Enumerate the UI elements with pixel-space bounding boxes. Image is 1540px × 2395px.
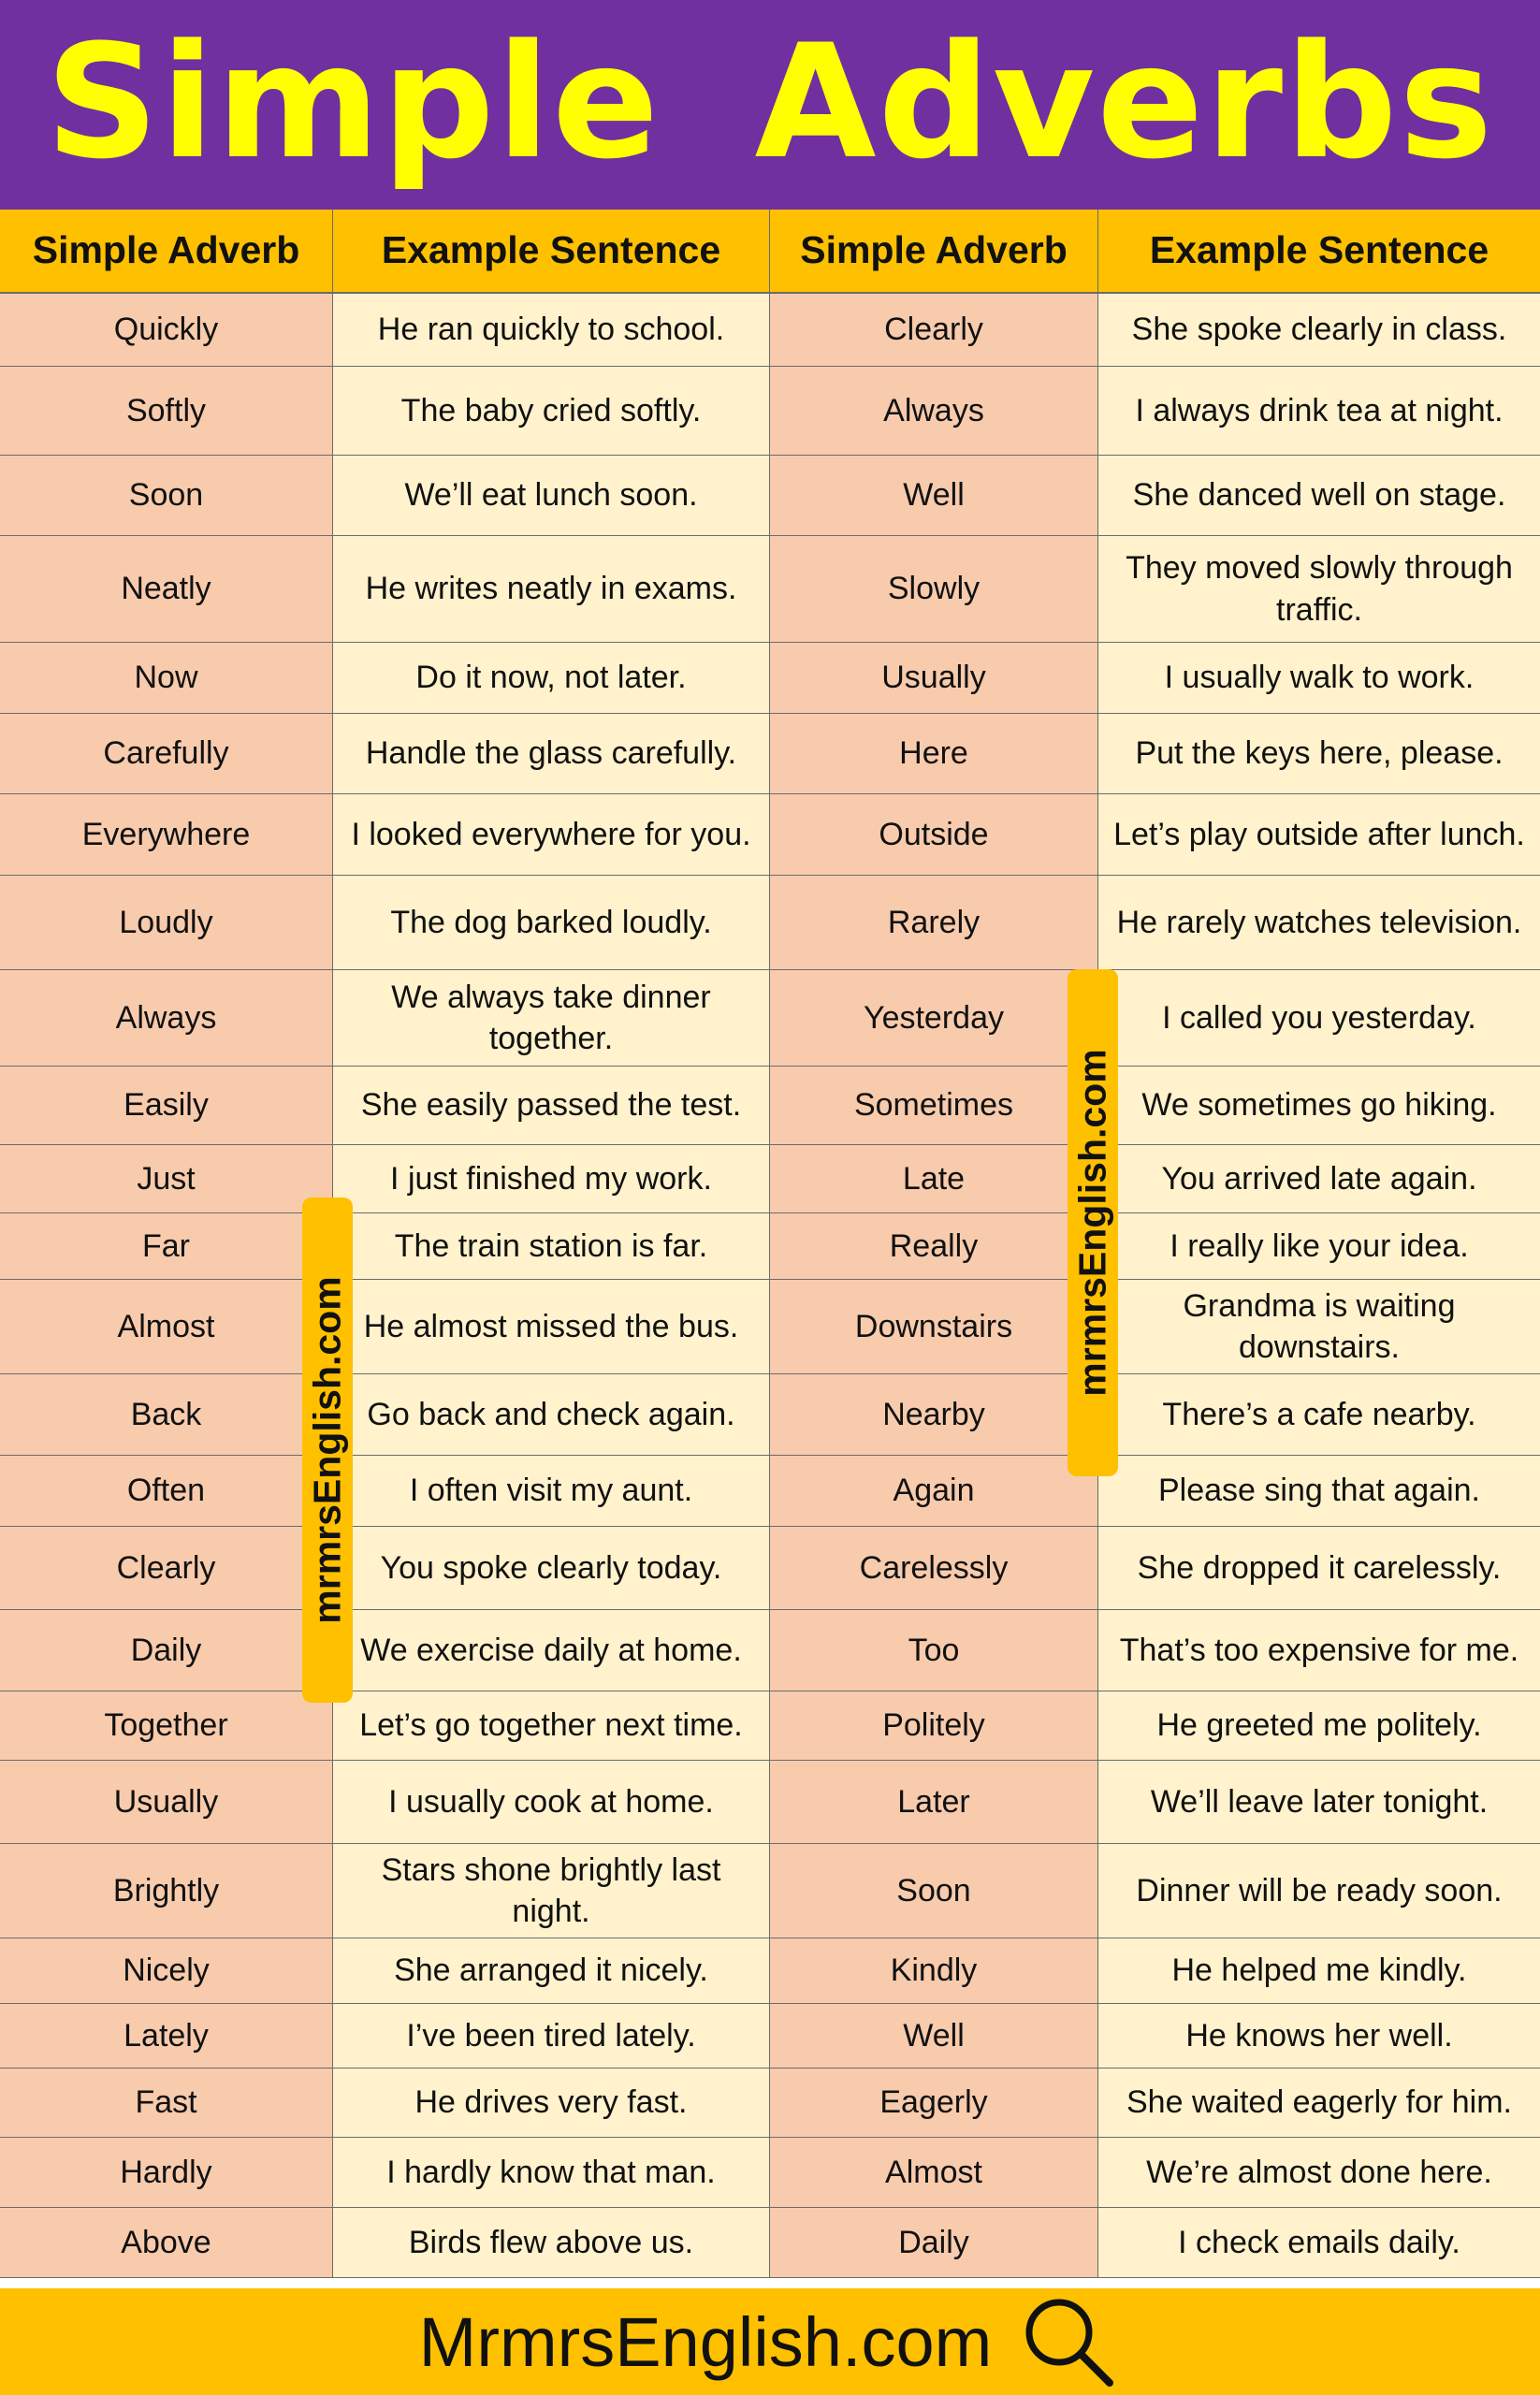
table-row: [0, 2068, 1540, 2138]
adverbs-table: [0, 210, 1540, 2288]
header-example-sentence-left: Example Sentence: [333, 210, 770, 292]
example-cell: You spoke clearly today.: [333, 1527, 770, 1609]
adverb-cell: Always: [770, 367, 1098, 455]
table-row: [0, 536, 1540, 643]
example-cell: I often visit my aunt.: [333, 1456, 770, 1526]
example-cell: Grandma is waiting downstairs.: [1098, 1280, 1540, 1373]
example-cell: He ran quickly to school.: [333, 294, 770, 366]
example-cell: Birds flew above us.: [333, 2208, 770, 2277]
adverb-cell: Slowly: [770, 536, 1098, 642]
adverb-cell: Again: [770, 1456, 1098, 1526]
example-cell: She dropped it carelessly.: [1098, 1527, 1540, 1609]
adverb-cell: Almost: [0, 1280, 333, 1373]
header-simple-adverb-left: Simple Adverb: [0, 210, 333, 292]
adverb-cell: Outside: [770, 794, 1098, 875]
example-cell: You arrived late again.: [1098, 1145, 1540, 1212]
adverb-cell: Daily: [770, 2208, 1098, 2277]
example-cell: There’s a cafe nearby.: [1098, 1374, 1540, 1455]
example-cell: She danced well on stage.: [1098, 456, 1540, 535]
footer-site-link[interactable]: MrmrsEnglish.com: [418, 2302, 993, 2381]
adverb-cell: Clearly: [0, 1527, 333, 1609]
adverb-cell: Loudly: [0, 876, 333, 969]
table-row: [0, 1456, 1540, 1527]
example-cell: I really like your idea.: [1098, 1213, 1540, 1279]
example-cell: Please sing that again.: [1098, 1456, 1540, 1526]
adverb-cell: Well: [770, 456, 1098, 535]
adverb-cell: Nearby: [770, 1374, 1098, 1455]
adverb-cell: Carefully: [0, 714, 333, 793]
adverb-cell: Everywhere: [0, 794, 333, 875]
adverb-cell: Neatly: [0, 536, 333, 642]
watermark-text: mrmrsEnglish.com: [305, 1276, 349, 1624]
watermark-left: [302, 1198, 353, 1703]
header-example-sentence-right: Example Sentence: [1098, 210, 1540, 292]
example-cell: Put the keys here, please.: [1098, 714, 1540, 793]
example-cell: He almost missed the bus.: [333, 1280, 770, 1373]
table-row: [0, 456, 1540, 536]
adverb-cell: Downstairs: [770, 1280, 1098, 1373]
example-cell: Let’s go together next time.: [333, 1691, 770, 1760]
adverb-cell: Carelessly: [770, 1527, 1098, 1609]
adverb-cell: Far: [0, 1213, 333, 1279]
table-row: [0, 1374, 1540, 1456]
table-row: [0, 1610, 1540, 1691]
example-cell: Do it now, not later.: [333, 643, 770, 713]
adverb-cell: Always: [0, 970, 333, 1066]
watermark-text: mrmrsEnglish.com: [1070, 1049, 1114, 1397]
example-cell: He drives very fast.: [333, 2068, 770, 2137]
example-cell: I’ve been tired lately.: [333, 2004, 770, 2068]
table-row: [0, 876, 1540, 970]
adverb-cell: Late: [770, 1145, 1098, 1212]
example-cell: We’ll eat lunch soon.: [333, 456, 770, 535]
example-cell: She spoke clearly in class.: [1098, 294, 1540, 366]
example-cell: I called you yesterday.: [1098, 970, 1540, 1066]
example-cell: She easily passed the test.: [333, 1067, 770, 1144]
example-cell: I hardly know that man.: [333, 2138, 770, 2207]
adverb-cell: Really: [770, 1213, 1098, 1279]
adverb-cell: Too: [770, 1610, 1098, 1691]
title-banner: [0, 0, 1540, 210]
example-cell: I just finished my work.: [333, 1145, 770, 1212]
example-cell: Stars shone brightly last night.: [333, 1844, 770, 1938]
adverb-cell: Now: [0, 643, 333, 713]
example-cell: We’re almost done here.: [1098, 2138, 1540, 2207]
adverb-cell: Easily: [0, 1067, 333, 1144]
adverb-cell: Brightly: [0, 1844, 333, 1938]
adverb-cell: Later: [770, 1761, 1098, 1843]
example-cell: Handle the glass carefully.: [333, 714, 770, 793]
table-row: [0, 2208, 1540, 2278]
watermark-right: [1068, 969, 1118, 1476]
example-cell: We’ll leave later tonight.: [1098, 1761, 1540, 1843]
adverb-cell: Almost: [770, 2138, 1098, 2207]
example-cell: They moved slowly through traffic.: [1098, 536, 1540, 642]
table-row: [0, 1067, 1540, 1145]
example-cell: She waited eagerly for him.: [1098, 2068, 1540, 2137]
adverb-cell: Clearly: [770, 294, 1098, 366]
adverb-cell: Usually: [0, 1761, 333, 1843]
example-cell: He rarely watches television.: [1098, 876, 1540, 969]
page-title: Simple Adverbs: [45, 10, 1495, 194]
table-row: [0, 1145, 1540, 1213]
adverb-cell: Well: [770, 2004, 1098, 2068]
table-row: [0, 2138, 1540, 2208]
adverb-cell: Nicely: [0, 1938, 333, 2003]
adverb-cell: Hardly: [0, 2138, 333, 2207]
example-cell: I check emails daily.: [1098, 2208, 1540, 2277]
example-cell: He helped me kindly.: [1098, 1938, 1540, 2003]
adverb-cell: Rarely: [770, 876, 1098, 969]
adverb-cell: Kindly: [770, 1938, 1098, 2003]
example-cell: That’s too expensive for me.: [1098, 1610, 1540, 1691]
example-cell: He knows her well.: [1098, 2004, 1540, 2068]
example-cell: I looked everywhere for you.: [333, 794, 770, 875]
adverb-cell: Eagerly: [770, 2068, 1098, 2137]
example-cell: The dog barked loudly.: [333, 876, 770, 969]
adverb-cell: Above: [0, 2208, 333, 2277]
adverb-cell: Soon: [770, 1844, 1098, 1938]
table-row: [0, 1527, 1540, 1610]
example-cell: He greeted me politely.: [1098, 1691, 1540, 1760]
table-row: [0, 970, 1540, 1067]
table-row: [0, 1938, 1540, 2004]
adverb-cell: Yesterday: [770, 970, 1098, 1066]
table-row: [0, 1213, 1540, 1280]
example-cell: I usually cook at home.: [333, 1761, 770, 1843]
example-cell: We sometimes go hiking.: [1098, 1067, 1540, 1144]
adverb-cell: Daily: [0, 1610, 333, 1691]
search-icon: [1018, 2295, 1121, 2388]
table-row: [0, 794, 1540, 876]
adverb-cell: Usually: [770, 643, 1098, 713]
example-cell: I usually walk to work.: [1098, 643, 1540, 713]
adverb-cell: Sometimes: [770, 1067, 1098, 1144]
adverb-cell: Softly: [0, 367, 333, 455]
adverb-cell: Just: [0, 1145, 333, 1212]
adverb-cell: Lately: [0, 2004, 333, 2068]
footer-bar: [0, 2288, 1540, 2395]
example-cell: We always take dinner together.: [333, 970, 770, 1066]
table-row: [0, 2004, 1540, 2068]
table-row: [0, 1280, 1540, 1374]
adverb-cell: Back: [0, 1374, 333, 1455]
example-cell: He writes neatly in exams.: [333, 536, 770, 642]
example-cell: She arranged it nicely.: [333, 1938, 770, 2003]
example-cell: We exercise daily at home.: [333, 1610, 770, 1691]
table-row: [0, 367, 1540, 456]
adverb-cell: Here: [770, 714, 1098, 793]
example-cell: I always drink tea at night.: [1098, 367, 1540, 455]
adverb-cell: Often: [0, 1456, 333, 1526]
example-cell: Dinner will be ready soon.: [1098, 1844, 1540, 1938]
example-cell: The baby cried softly.: [333, 367, 770, 455]
adverb-cell: Soon: [0, 456, 333, 535]
table-row: [0, 714, 1540, 794]
example-cell: Let’s play outside after lunch.: [1098, 794, 1540, 875]
table-row: [0, 1844, 1540, 1938]
table-row: [0, 1761, 1540, 1844]
adverb-cell: Quickly: [0, 294, 333, 366]
adverb-cell: Together: [0, 1691, 333, 1760]
table-row: [0, 643, 1540, 714]
adverb-cell: Politely: [770, 1691, 1098, 1760]
table-row: [0, 1691, 1540, 1761]
adverb-cell: Fast: [0, 2068, 333, 2137]
header-simple-adverb-right: Simple Adverb: [770, 210, 1098, 292]
example-cell: Go back and check again.: [333, 1374, 770, 1455]
example-cell: The train station is far.: [333, 1213, 770, 1279]
table-header-row: [0, 210, 1540, 294]
table-row: [0, 294, 1540, 367]
